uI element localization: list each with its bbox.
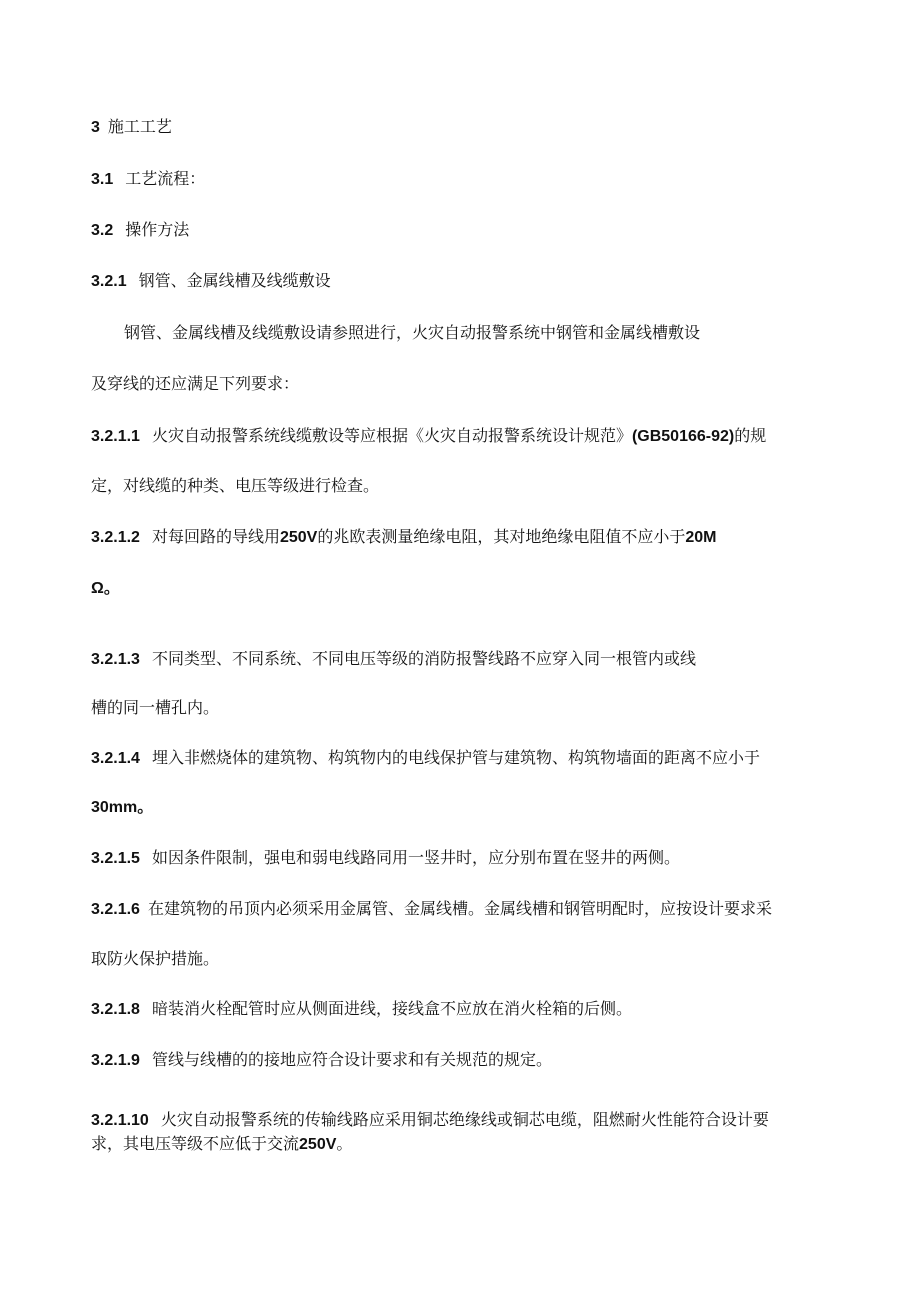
item-number: 3.2.1.9: [91, 1052, 140, 1069]
item-number: 3.2.1.6: [91, 901, 140, 918]
item-text: 埋入非燃烧体的建筑物、构筑物内的电线保护管与建筑物、构筑物墙面的距离不应小于: [151, 748, 760, 767]
item-text-cont: 求，其电压等级不应低于交流: [91, 1134, 300, 1153]
item-text-mid: 的兆欧表测量绝缘电阻，其对地绝缘电阻值不应小于: [317, 527, 686, 546]
item-3-2-1-2-cont: Ω。: [91, 580, 120, 597]
item-3-2-1-4: [91, 747, 760, 770]
item-text: 火灾自动报警系统线缆敷设等应根据《火灾自动报警系统设计规范》: [151, 426, 632, 445]
item-number: 3.2.1.10: [91, 1112, 149, 1129]
heading-3-2: [91, 219, 189, 242]
item-text: 在建筑物的吊顶内必须采用金属管、金属线槽。金属线槽和钢管明配时，应按设计要求采: [147, 899, 772, 918]
item-number: 3.2.1.5: [91, 850, 140, 867]
heading-3-1: [91, 168, 205, 191]
item-3-2-1-1-cont: 定，对线缆的种类、电压等级进行检查。: [91, 476, 380, 495]
voltage-value: 250V: [279, 529, 318, 546]
item-text-end: 。: [336, 1134, 353, 1153]
section-number: 3.2: [91, 222, 114, 239]
item-3-2-1-8: [91, 998, 632, 1021]
item-3-2-1-3: [91, 648, 696, 671]
item-3-2-1-1: [91, 425, 766, 448]
item-text: 对每回路的导线用: [151, 527, 280, 546]
voltage-value: 250V: [299, 1136, 337, 1153]
item-text: 火灾自动报警系统的传输线路应采用铜芯绝缘线或铜芯电缆，阻燃耐火性能符合设计要: [160, 1110, 769, 1129]
item-text: 暗装消火栓配管时应从侧面进线，接线盒不应放在消火栓箱的后侧。: [151, 999, 632, 1018]
section-number: 3: [91, 119, 100, 136]
item-3-2-1-6: [91, 898, 772, 921]
standard-code: (GB50166-92): [631, 428, 735, 445]
section-number: 3.1: [91, 171, 114, 188]
item-text: 如因条件限制，强电和弱电线路同用一竖井时，应分别布置在竖井的两侧。: [151, 848, 680, 867]
intro-line-1: 钢管、金属线槽及线缆敷设请参照进行，火灾自动报警系统中钢管和金属线槽敷设: [124, 323, 701, 342]
item-3-2-1-3-cont: 槽的同一槽孔内。: [91, 698, 220, 717]
item-number: 3.2.1.1: [91, 428, 140, 445]
item-number: 3.2.1.4: [91, 750, 140, 767]
item-number: 3.2.1.2: [91, 529, 140, 546]
item-3-2-1-2: [91, 526, 716, 549]
item-text: 管线与线槽的的接地应符合设计要求和有关规范的规定。: [151, 1050, 552, 1069]
item-number: 3.2.1.8: [91, 1001, 140, 1018]
section-title: 钢管、金属线槽及线缆敷设: [138, 271, 331, 290]
heading-3-2-1: [91, 270, 331, 293]
section-title: 施工工艺: [107, 117, 172, 136]
item-text: 不同类型、不同系统、不同电压等级的消防报警线路不应穿入同一根管内或线: [151, 649, 696, 668]
resistance-value: 20M: [685, 529, 717, 546]
item-3-2-1-5: [91, 847, 680, 870]
item-3-2-1-4-cont: 30mm。: [91, 799, 154, 816]
item-number: 3.2.1.3: [91, 651, 140, 668]
section-number: 3.2.1: [91, 273, 127, 290]
item-text-end: 的规: [734, 426, 767, 445]
section-title: 操作方法: [125, 220, 190, 239]
item-3-2-1-10: [91, 1109, 769, 1132]
section-title: 工艺流程：: [125, 169, 206, 188]
item-3-2-1-10-cont: [91, 1133, 352, 1156]
item-3-2-1-9: [91, 1049, 552, 1072]
heading-3: [91, 116, 172, 139]
item-3-2-1-6-cont: 取防火保护措施。: [91, 949, 220, 968]
intro-line-2: 及穿线的还应满足下列要求：: [91, 374, 300, 393]
